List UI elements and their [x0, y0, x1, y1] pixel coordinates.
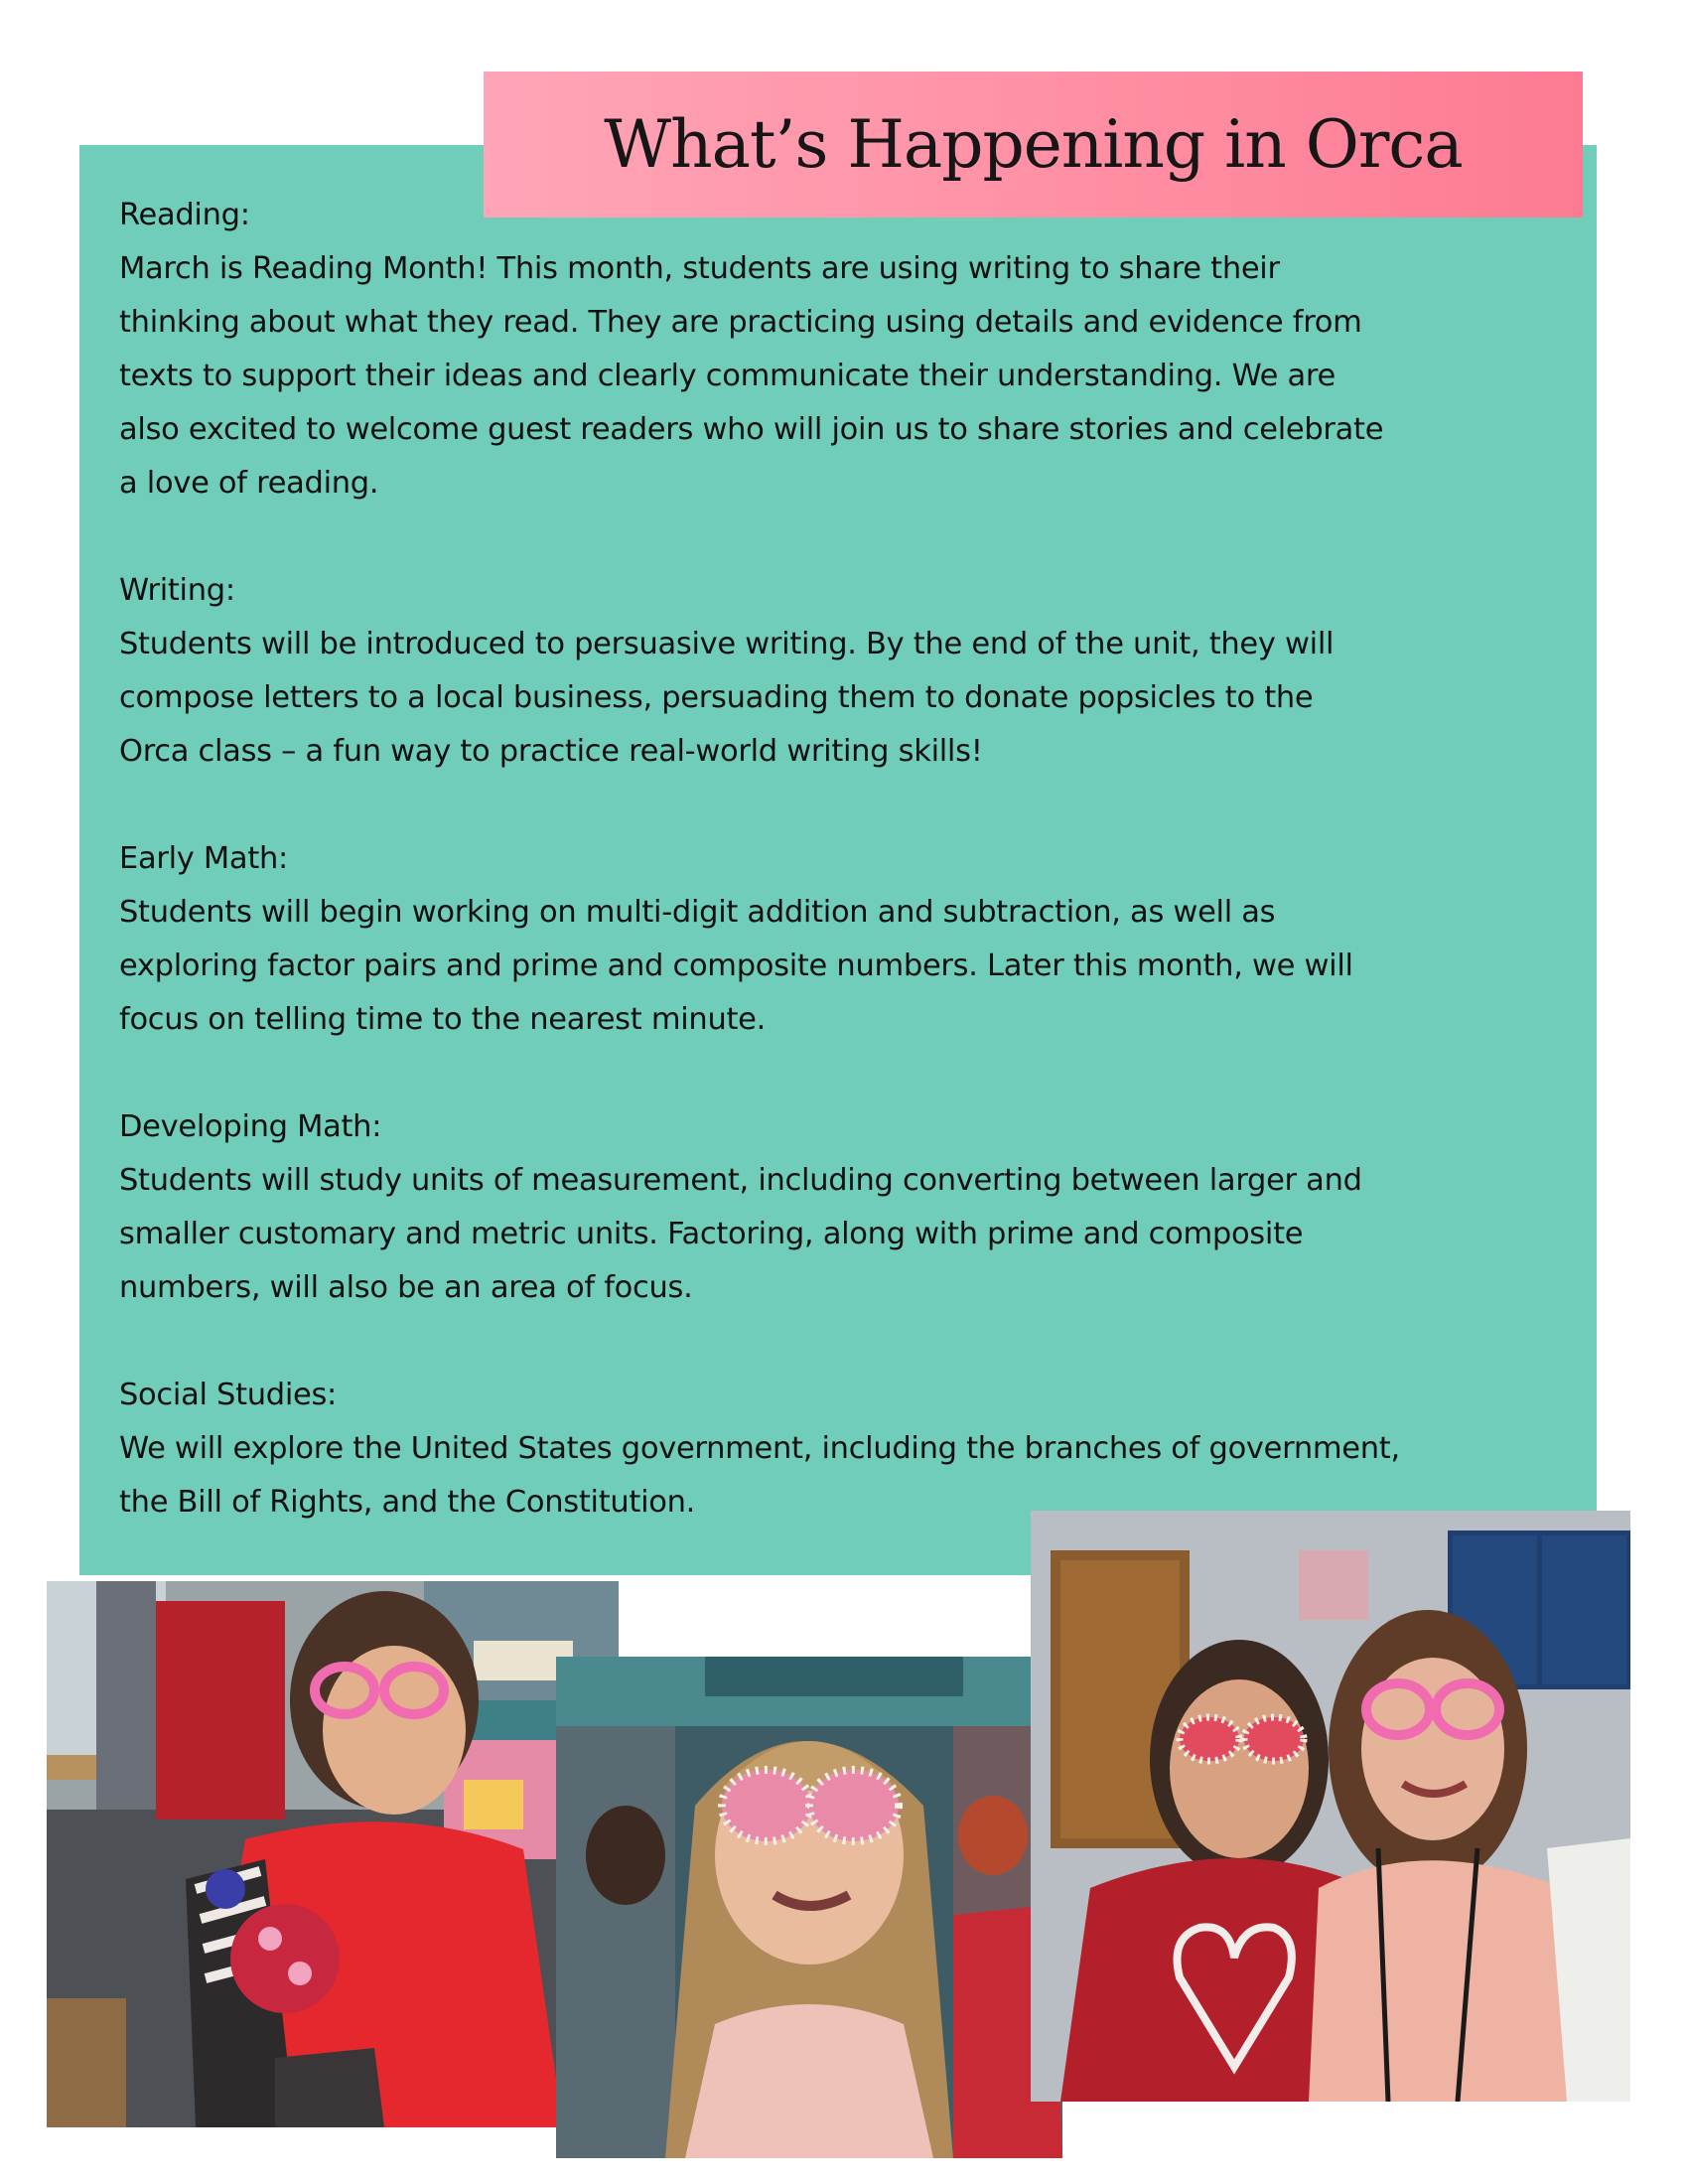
page-title: What’s Happening in Orca	[604, 106, 1463, 183]
section-writing	[119, 564, 1589, 779]
newsletter-content	[119, 189, 1589, 1529]
title-banner	[484, 72, 1583, 218]
section-heading: Reading:	[119, 198, 250, 232]
photo-two-women-heart-glasses	[1031, 1511, 1630, 2102]
section-text: March is Reading Month! This month, students are using writing to share their thinking about what they read. They are practicing using details and evidence from texts to support their ideas and clearly communicate their understanding. We are also excited to welcome guest readers who will join us to share stories and celebrate a love of reading.	[119, 251, 1384, 501]
section-text: Students will be introduced to persuasive writing. By the end of the unit, they will compose letters to a local business, persuading them to donate popsicles to the Orca class – a fun way to practice real-world writing skills!	[119, 627, 1335, 769]
photo-girl-pearl-heart-glasses	[556, 1657, 1062, 2158]
section-heading: Social Studies:	[119, 1378, 338, 1412]
section-heading: Writing:	[119, 573, 235, 608]
section-early-math	[119, 832, 1589, 1047]
section-text: Students will begin working on multi-digit addition and subtraction, as well as exploring factor pairs and prime and composite numbers. Later this month, we will focus on telling time to the nearest minute.	[119, 895, 1353, 1037]
photo-girl-heart-glasses-classroom	[47, 1581, 619, 2127]
section-heading: Early Math:	[119, 841, 288, 876]
section-text: Students will study units of measurement, including converting between larger and smaller customary and metric units. Factoring, along with prime and composite numbers, will also be an area of focus.	[119, 1163, 1362, 1305]
section-social-studies	[119, 1369, 1589, 1529]
section-reading	[119, 189, 1589, 510]
section-text: We will explore the United States government, including the branches of government, the Bill of Rights, and the Constitution.	[119, 1431, 1400, 1520]
section-developing-math	[119, 1100, 1589, 1315]
section-heading: Developing Math:	[119, 1109, 382, 1144]
